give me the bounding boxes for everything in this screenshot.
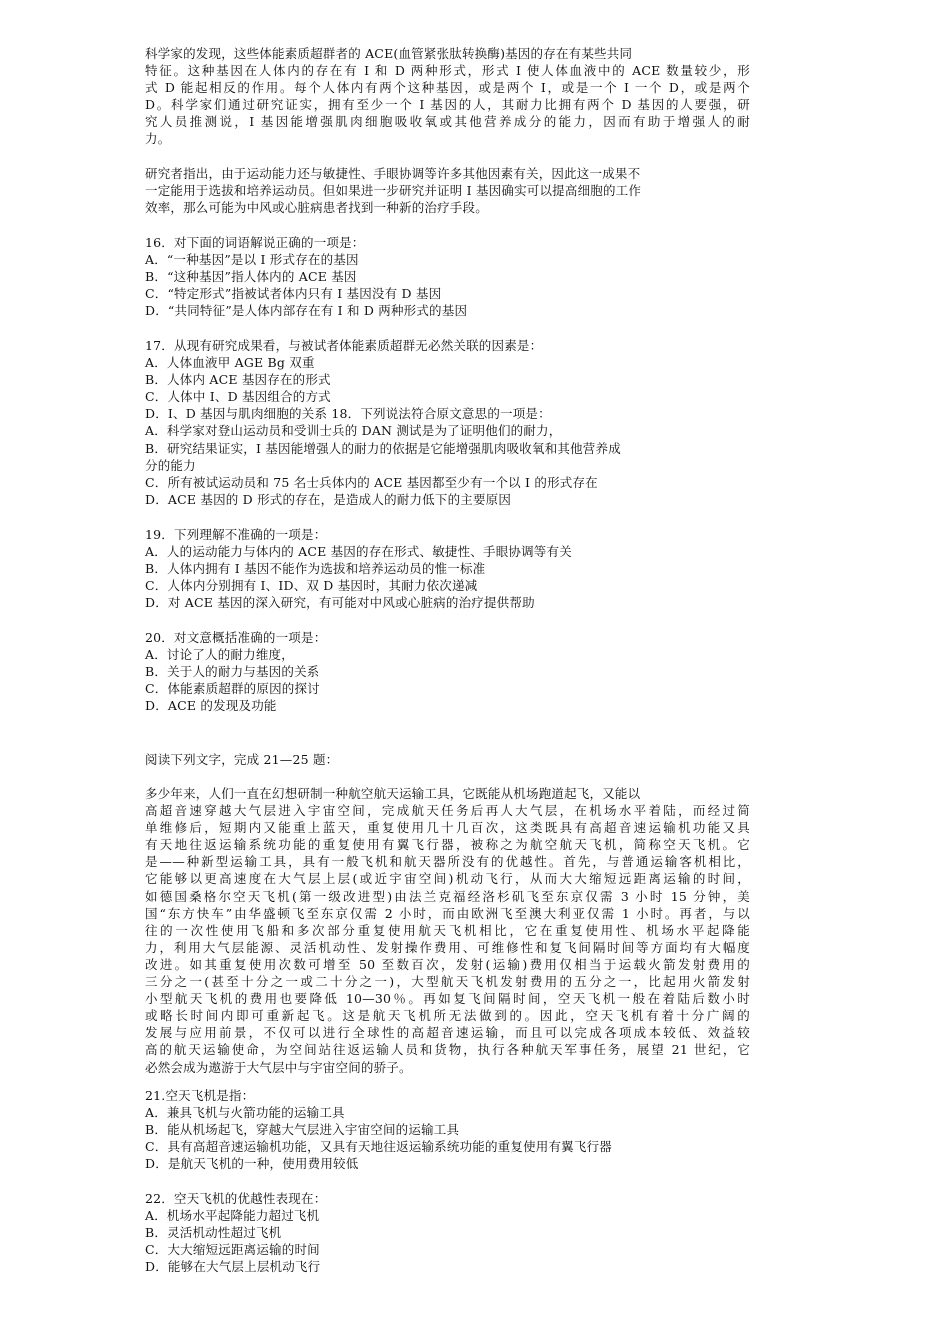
text-line: 小型航天飞机的费用也要降低 10—30％。再如复飞间隔时间，空天飞机一般在着陆后数小时	[145, 991, 750, 1007]
option-b: B．“这种基因”指人体内的 ACE 基因	[145, 269, 357, 285]
question-stem: 16．对下面的词语解说正确的一项是：	[145, 235, 365, 250]
question-16	[145, 234, 750, 319]
section2-instruction	[145, 751, 750, 768]
text-line: 它能够以更高速度在大气层上层(或近宇宙空间)机动飞行，从而大大缩短远距离运输的时间，	[145, 871, 750, 887]
passage1-paragraph2	[145, 165, 750, 216]
text-line: 式 D 能起相反的作用。每个人体内有两个这种基因，或是两个 I，或是一个 I 一个 D，或是两个	[145, 80, 750, 96]
text-line: 往的一次性使用飞船和多次部分重复使用航天飞机相比，它在重复使用性、机场水平起降能	[145, 922, 750, 938]
question-17	[145, 337, 750, 508]
question-stem: 17．从现有研究成果看，与被试者体能素质超群无必然关联的因素是：	[145, 338, 543, 353]
option-c: C．大大缩短远距离运输的时间	[145, 1242, 320, 1258]
option-a: A．机场水平起降能力超过飞机	[145, 1208, 320, 1224]
option-b: B．人体内 ACE 基因存在的形式	[145, 372, 331, 388]
option-a: A．人的运动能力与体内的 ACE 基因的存在形式、敏捷性、手眼协调等有关	[145, 544, 572, 560]
option-b: B．关于人的耐力与基因的关系	[145, 664, 320, 680]
question-stem: 19．下列理解不准确的一项是：	[145, 527, 327, 542]
option-c: C．体能素质超群的原因的探讨	[145, 681, 320, 697]
instruction-text: 阅读下列文字，完成 21—25 题：	[145, 752, 339, 767]
option-d: D．能够在大气层上层机动飞行	[145, 1259, 321, 1275]
option-c: C．“特定形式”指被试者体内只有 I 基因没有 D 基因	[145, 286, 442, 302]
text-line: 国“东方快车”由华盛顿飞至东京仅需 2 小时，而由欧洲飞至澳大利亚仅需 1 小时。再者，与以	[145, 905, 750, 921]
passage2	[145, 785, 750, 1076]
option-b: B．灵活机动性超过飞机	[145, 1225, 282, 1241]
text-line: 研究者指出，由于运动能力还与敏捷性、手眼协调等许多其他因素有关，因此这一成果不	[145, 166, 641, 181]
text-line: 有天地往返运输系统功能的重复使用有翼飞行器，被称之为航空航天飞机，简称空天飞机。它	[145, 837, 750, 853]
option-c: C．具有高超音速运输机功能，又具有天地往返运输系统功能的重复使用有翼飞行器	[145, 1139, 612, 1155]
text-line: 力。	[145, 131, 171, 147]
text-line: 高的航天运输使命，为空间站往返运输人员和货物，执行各种航天军事任务，展望 21 世纪，它	[145, 1042, 750, 1058]
option-c: C．人体内分别拥有 I、ID、双 D 基因时，其耐力依次递减	[145, 578, 478, 594]
option-c: C．人体中 I、D 基因组合的方式	[145, 389, 331, 405]
text-line: 三分之一(甚至十分之一或二十分之一)，大型航天飞机发射费用的五分之一，比起用火箭发射	[145, 974, 750, 990]
option-c: C．所有被试运动员和 75 名士兵体内的 ACE 基因都至少有一个以 I 的形式存在	[145, 474, 598, 490]
option-d: D．“共同特征”是人体内部存在有 I 和 D 两种形式的基因	[145, 303, 468, 319]
option-a: A．讨论了人的耐力维度，	[145, 647, 294, 663]
text-line: 科学家的发现，这些体能素质超群者的 ACE(血管紧张肽转换酶)基因的存在有某些共同	[145, 46, 633, 61]
text-line: 多少年来，人们一直在幻想研制一种航空航天运输工具，它既能从机场跑道起飞，又能以	[145, 786, 641, 801]
option-d: D．是航天飞机的一种，使用费用较低	[145, 1156, 359, 1172]
option-a: A．人体血液甲 AGE Bg 双重	[145, 355, 315, 371]
text-line: 究人员推测说，I 基因能增强肌肉细胞吸收氧或其他营养成分的能力，因而有助于增强人的耐	[145, 114, 750, 130]
text-line: 或略长时间内即可重新起飞。这是航天飞机所无法做到的。因此，空天飞机有着十分广阔的	[145, 1008, 750, 1024]
option-d: D．I、D 基因与肌肉细胞的关系 18．下列说法符合原文意思的一项是：	[145, 406, 551, 422]
question-stem: 21.空天飞机是指：	[145, 1088, 255, 1103]
question-20	[145, 629, 750, 714]
text-line: 发展与应用前景，不仅可以进行全球性的高超音速运输，而且可以完成各项成本较低、效益较	[145, 1025, 750, 1041]
option-d: D．对 ACE 基因的深入研究，有可能对中风或心脏病的治疗提供帮助	[145, 595, 535, 611]
text-line: 如德国桑格尔空天飞机(第一级改进型)由法兰克福经洛杉矶飞至东京仅需 3 小时 15 分钟，美	[145, 888, 750, 904]
text-line: 一定能用于选拔和培养运动员。但如果进一步研究并证明 I 基因确实可以提高细胞的工作	[145, 183, 642, 199]
question-22	[145, 1190, 750, 1275]
text-line: 特征。这种基因在人体内的存在有 I 和 D 两种形式，形式 I 使人体血液中的 ACE 数量较少，形	[145, 63, 750, 79]
text-line: 力，利用大气层能源、灵活机动性、发射操作费用、可维修性和复飞间隔时间等方面均有大幅度	[145, 939, 750, 955]
option-a: A．“一种基因”是以 I 形式存在的基因	[145, 252, 359, 268]
text-line: 高超音速穿越大气层进入宇宙空间，完成航天任务后再人大气层，在机场水平着陆，而经过简	[145, 803, 750, 819]
question-19	[145, 526, 750, 611]
text-line: D。科学家们通过研究证实，拥有至少一个 I 基因的人，其耐力比拥有两个 D 基因的人要强，研	[145, 97, 750, 113]
question-stem: 20．对文意概括准确的一项是：	[145, 630, 327, 645]
option-d: D．ACE 的发现及功能	[145, 698, 277, 714]
option-b: B．研究结果证实，I 基因能增强人的耐力的依据是它能增强肌肉吸收氧和其他营养成	[145, 440, 621, 456]
option-b: B．能从机场起飞，穿越大气层进入宇宙空间的运输工具	[145, 1122, 460, 1138]
text-line: 是——种新型运输工具，具有一般飞机和航天器所没有的优越性。首先，与普通运输客机相比，	[145, 854, 750, 870]
text-line: 效率，那么可能为中风或心脏病患者找到一种新的治疗手段。	[145, 200, 488, 216]
text-line: 改进。如其重复使用次数可增至 50 至数百次，发射(运输)费用仅相当于运载火箭发射费用的	[145, 956, 750, 972]
option-b: B．人体内拥有 I 基因不能作为选拔和培养运动员的惟一标准	[145, 561, 486, 577]
option-b-continued: 分的能力	[145, 457, 196, 473]
text-line: 单维修后，短期内又能重上蓝天，重复使用几十几百次，这类既具有高超音速运输机功能又具	[145, 820, 750, 836]
passage1-paragraph1	[145, 45, 750, 148]
question-21	[145, 1087, 750, 1172]
question-stem: 22．空天飞机的优越性表现在：	[145, 1191, 327, 1206]
option-d: D．ACE 基因的 D 形式的存在，是造成人的耐力低下的主要原因	[145, 491, 512, 507]
option-a: A．科学家对登山运动员和受训士兵的 DAN 测试是为了证明他们的耐力，	[145, 423, 562, 439]
option-a: A．兼具飞机与火箭功能的运输工具	[145, 1105, 345, 1121]
text-line: 必然会成为遨游于大气层中与宇宙空间的骄子。	[145, 1059, 412, 1075]
